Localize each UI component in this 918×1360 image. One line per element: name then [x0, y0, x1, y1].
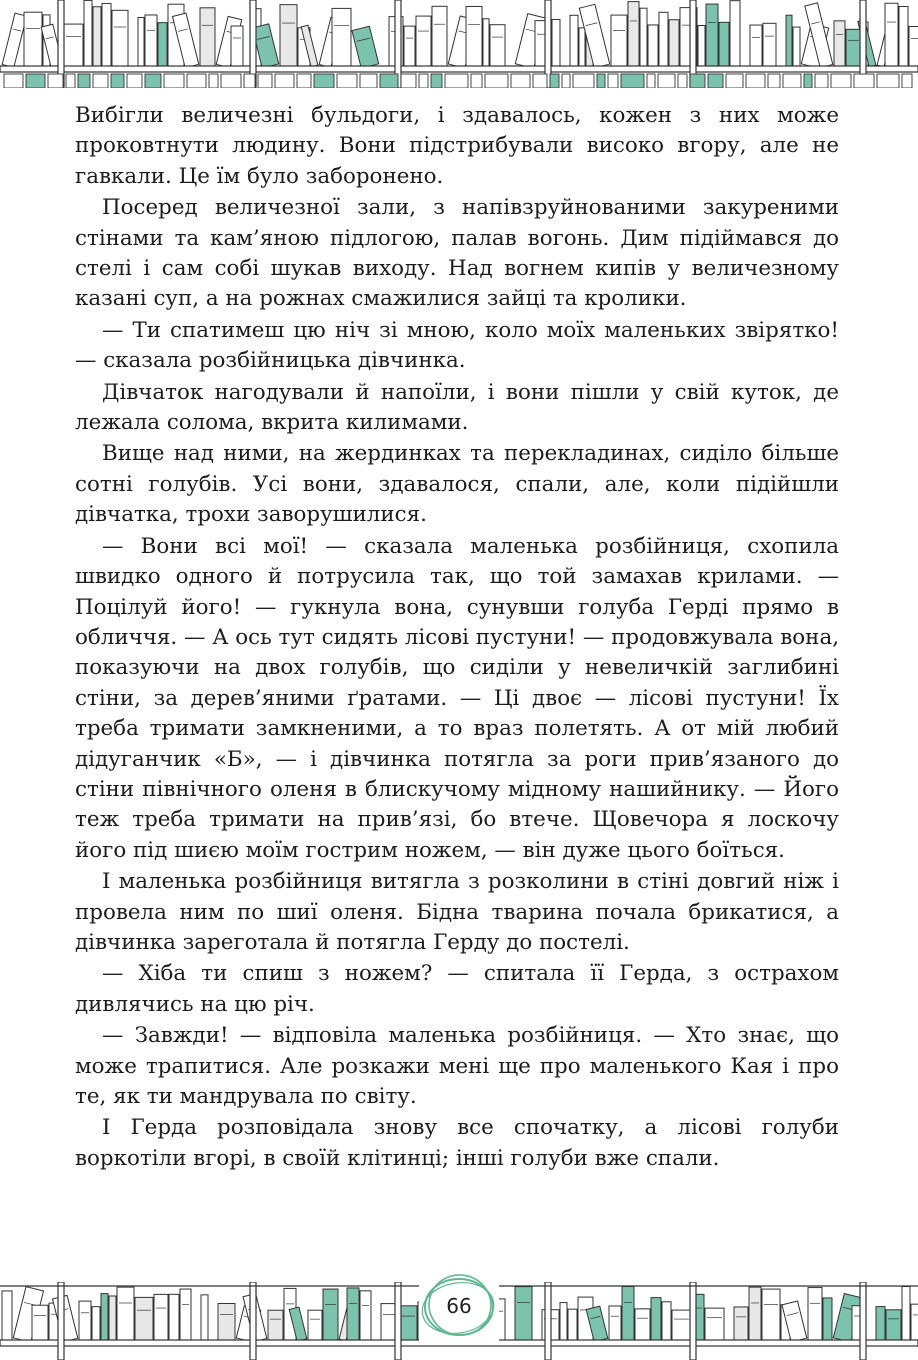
top-bookshelf-drawing — [0, 0, 918, 88]
paragraph-9: — Завжди! — відповіла маленька розбійниця. — Хто знає, що може трапитися. Але розкажи мені ще про маленького Кая і про те, як ти мандрувала по світу. — [75, 1023, 839, 1109]
top-bookshelf-illustration — [0, 0, 918, 88]
page-number: 66 — [446, 1294, 472, 1318]
paragraph-2: Посеред величезної зали, з напівзруйнованими закуреними стінами та кам’яною підлогою, палав вогонь. Дим підіймався до стелі і сам собі шукав виходу. Над вогнем кипів у величезному казані суп, а на рожнах смажилися зайці та кролики. — [75, 195, 839, 312]
page-number-badge — [419, 1271, 499, 1341]
story-text — [75, 101, 839, 1174]
paragraph-3: — Ти спатимеш цю ніч зі мною, коло моїх маленьких звірятко! — сказала розбійницька дівчинка. — [75, 317, 839, 374]
paragraph-10: І Герда розповідала знову все спочатку, а лісові голуби воркотіли вгорі, в своїй клітинці; інші голуби вже спали. — [75, 1115, 839, 1171]
paragraph-5: Вище над ними, на жердинках та перекладинах, сиділо більше сотні голубів. Усі вони, здавалося, спали, але, коли підійшли дівчатка, трохи заворушилися. — [75, 441, 839, 528]
paragraph-8: — Хіба ти спиш з ножем? — спитала її Герда, з острахом дивлячись на цю річ. — [75, 961, 839, 1017]
paragraph-6: — Вони всі мої! — сказала маленька розбійниця, схопила швидко одного й потрусила так, що той замахав крилами. — Поцілуй його! — гукнула вона, сунувши голуба Герді прямо в обличчя. — А ось тут сидять лісові пустуни! — продовжувала вона, показуючи на двох голубів, що сиділи у невеличкій заглибині стіни, за дерев’яними ґратами. — Ці двоє — лісові пустуни! Їх треба тримати замкненими, а то враз полетять. А от мій любий дідуганчик «Б», — і дівчинка потягла за роги прив’язаного до стіни північного оленя в блискучому мідному нашийнику. — Його теж треба тримати на прив’язі, бо втече. Щовечора я лоскочу його під шиєю моїм гострим ножем, — він дуже цього боїться. — [75, 533, 839, 863]
paragraph-7: І маленька розбійниця витягла з розколини в стіні довгий ніж і провела ним по шиї оленя. Бідна тварина почала брикатися, а дівчинка зареготала й потягла Герду до постелі. — [75, 869, 839, 955]
paragraph-4: Дівчаток нагодували й напоїли, і вони пішли у свій куток, де лежала солома, вкрита килимами. — [75, 379, 839, 436]
paragraph-1: Вибігли величезні бульдоги, і здавалось, кожен з них може проковтнути людину. Вони підстрибували високо вгору, але не гавкали. Це їм було заборонено. — [75, 103, 839, 189]
